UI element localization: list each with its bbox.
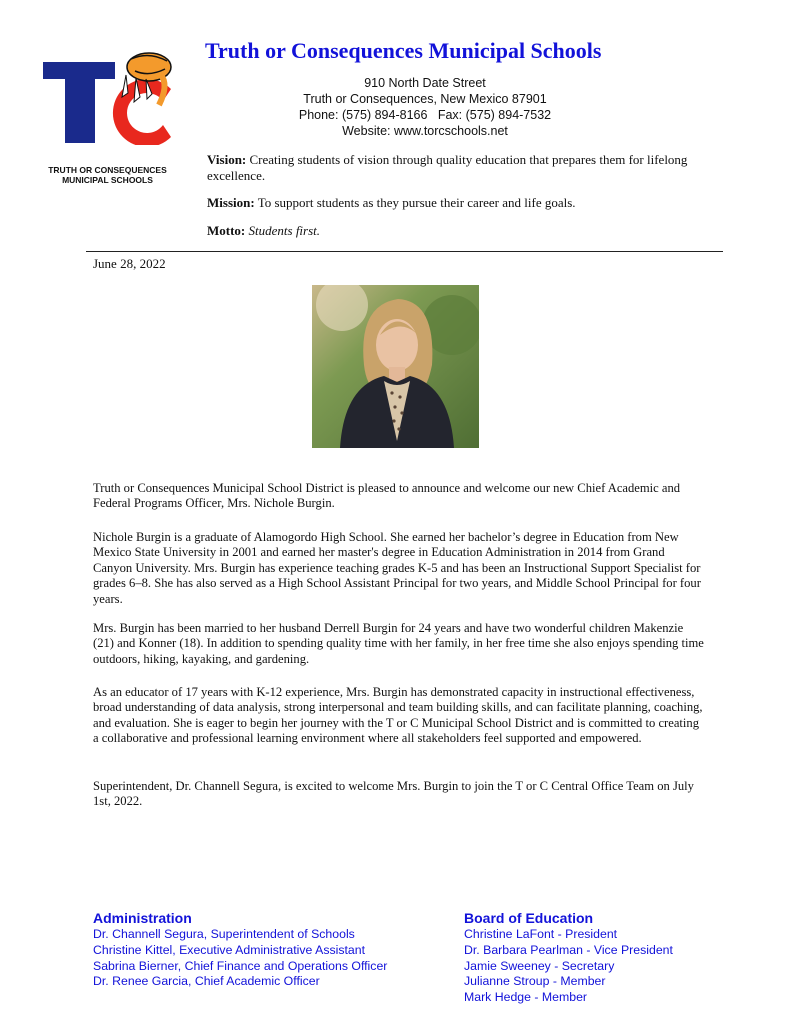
logo-or-text: or: [97, 126, 115, 145]
motto-text: Students first.: [248, 223, 321, 238]
paragraph-family: Mrs. Burgin has been married to her husband Derrell Burgin for 24 years and have two wonderful children Makenzie (21) and Konner (18). In addition to spending quality time with her family, in her free time she also enjoys spending time outdoors, hiking, kayaking, and gardening.: [93, 621, 704, 666]
paragraph-education: Nichole Burgin is a graduate of Alamogordo High School. She earned her bachelor’s degree in Education from New Mexico State University in 2001 and earned her master's degree in Education Administration in 2014 from Grand Canyon University. Mrs. Burgin has experience teaching grades K-5 and has been an Instructional Support Specialist for grades 6–8. She has also served as a High School Assistant Principal for two years, and Middle School Principal for four years.: [93, 530, 701, 606]
logo-caption: [30, 165, 185, 185]
city-line: Truth or Consequences, New Mexico 87901: [303, 92, 547, 106]
paragraph-welcome: Superintendent, Dr. Channell Segura, is excited to welcome Mrs. Burgin to join the T or C Central Office Team on July 1st, 2022.: [93, 779, 694, 809]
motto-statement: [207, 223, 707, 239]
logo-caption-line1: TRUTH OR CONSEQUENCES: [48, 165, 167, 175]
address-line: 910 North Date Street: [364, 76, 486, 90]
vision-text: Creating students of vision through quality education that prepares them for lifelong excellence.: [207, 152, 688, 183]
board-title: Board of Education: [464, 910, 594, 926]
board-of-education-list: [464, 910, 673, 1006]
org-name: Truth or Consequences Municipal Schools: [205, 38, 602, 63]
header-divider: [86, 251, 723, 252]
letter-date: June 28, 2022: [93, 256, 166, 271]
logo-t-stem: [65, 62, 95, 143]
board-member: Christine LaFont - President: [464, 927, 618, 941]
admin-member: Sabrina Bierner, Chief Finance and Operations Officer: [93, 958, 388, 973]
district-logo: [43, 45, 175, 145]
logo-caption-line2: MUNICIPAL SCHOOLS: [62, 175, 153, 185]
vision-label: Vision:: [207, 152, 247, 167]
administration-list: [93, 910, 387, 990]
mission-label: Mission:: [207, 195, 255, 210]
board-member: Mark Hedge - Member: [464, 990, 588, 1005]
motto-label: Motto:: [207, 223, 246, 238]
paragraph-announcement: Truth or Consequences Municipal School District is pleased to announce and welcome our new Chief Academic and Federal Programs Officer, Mrs. Nichole Burgin.: [93, 481, 681, 511]
phone-fax-line: Phone: (575) 894-8166 Fax: (575) 894-7532: [298, 108, 552, 122]
admin-member: Dr. Renee Garcia, Chief Academic Officer: [93, 974, 320, 989]
portrait-photo: [312, 285, 479, 448]
website-line[interactable]: Website: www.torcschools.net: [342, 124, 508, 138]
board-member: Jamie Sweeney - Secretary: [464, 958, 615, 973]
board-member: Dr. Barbara Pearlman - Vice President: [464, 942, 673, 957]
admin-member: Dr. Channell Segura, Superintendent of Schools: [93, 927, 355, 941]
vision-statement: [207, 152, 707, 184]
board-member: Julianne Stroup - Member: [464, 974, 606, 989]
admin-member: Christine Kittel, Executive Administrative Assistant: [93, 942, 366, 957]
mission-statement: [207, 195, 707, 211]
mission-text: To support students as they pursue their career and life goals.: [257, 195, 576, 210]
administration-title: Administration: [93, 910, 192, 926]
paragraph-experience: As an educator of 17 years with K-12 experience, Mrs. Burgin has demonstrated capacity in instructional effectiveness, broad understanding of data analysis, strong interpersonal and team building skills, and can facilitate planning, coaching, and evaluation. She is eager to begin her journey with the T or C Municipal School District and is committed to creating a collaborative and professional learning environment where all stakeholders feel supported and empowered.: [93, 685, 703, 746]
contact-block: [260, 75, 590, 139]
